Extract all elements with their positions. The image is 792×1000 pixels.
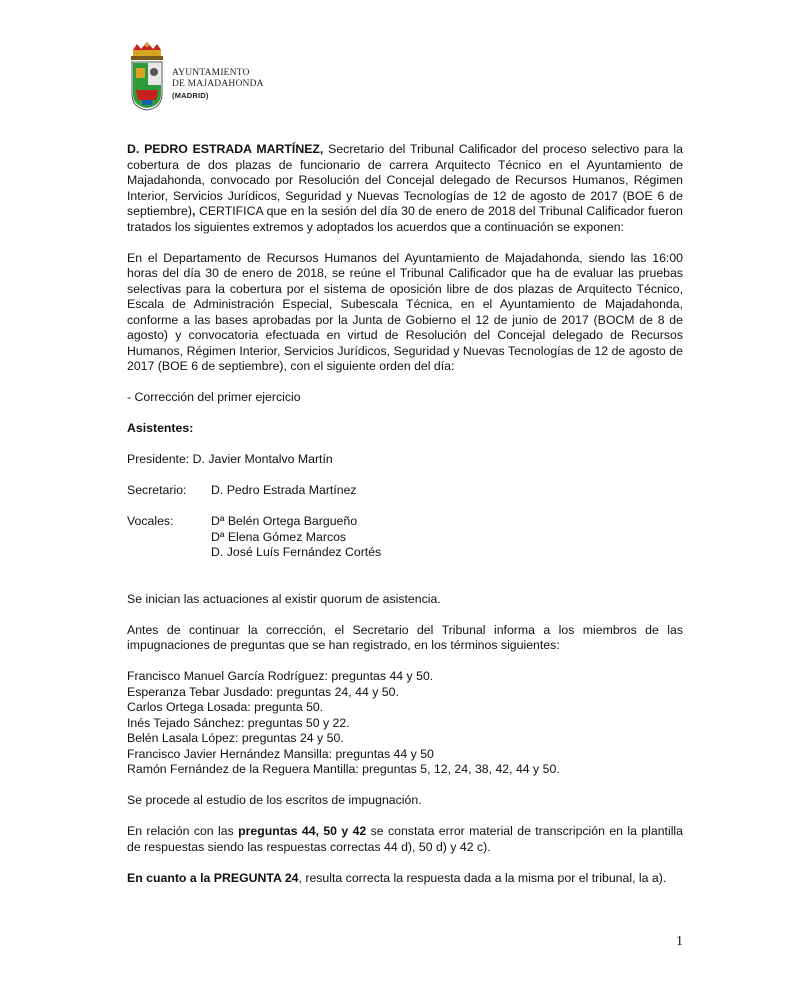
impugnaciones-list: [127, 669, 683, 778]
organization-name: [172, 68, 264, 101]
document-body: [127, 142, 683, 886]
study-paragraph: Se procede al estudio de los escritos de impugnación.: [127, 793, 422, 807]
secretary-name: D. PEDRO ESTRADA MARTÍNEZ,: [127, 142, 324, 156]
letterhead: [127, 42, 327, 114]
list-item: Francisco Javier Hernández Mansilla: preguntas 44 y 50: [127, 746, 434, 761]
vocal-item: D. José Luís Fernández Cortés: [211, 545, 382, 559]
department-paragraph: En el Departamento de Recursos Humanos del Ayuntamiento de Majadahonda, siendo las 16:00 horas del día 30 de enero de 2018, se reúne el Tribunal Calificador que ha de evaluar las pruebas selectivas para la cobertura por el sistema de oposición libre de dos plazas de Arquitecto Técnico, Escala de Administración Especial, Subescala Técnica, en el Ayuntamiento de Majadahonda, conforme a las bases aprobadas por la Junta de Gobierno el 12 de junio de 2017 (BOCM de 8 de agosto) y convocatoria efectuada en virtud de Resolución del Concejal delegado de Recursos Humanos, Régimen Interior, Servicios Jurídicos, Seguridad y Nuevas Tecnologías de 12 de agosto de 2017 (BOE 6 de septiembre), con el siguiente orden del día:: [127, 250, 683, 373]
relation-questions: preguntas 44, 50 y 42: [238, 824, 367, 838]
org-line-1: AYUNTAMIENTO: [172, 68, 250, 78]
list-item: Esperanza Tebar Jusdado: preguntas 24, 44 y 50.: [127, 684, 399, 699]
intro-comma: ,: [191, 204, 196, 218]
list-item: Inés Tejado Sánchez: preguntas 50 y 22.: [127, 715, 350, 730]
intro-paragraph: [127, 142, 683, 235]
secretary-value: D. Pedro Estrada Martínez: [211, 483, 357, 497]
list-item: Ramón Fernández de la Reguera Mantilla: preguntas 5, 12, 24, 38, 42, 44 y 50.: [127, 762, 560, 776]
secretary-row: [127, 483, 683, 499]
vocal-item: Dª Elena Gómez Marcos: [211, 529, 347, 544]
intro-text-b: CERTIFICA que en la sesión del día 30 de enero de 2018 del Tribunal Calificador fueron tratados los siguientes extremos y adoptados los acuerdos que a continuación se exponen:: [127, 204, 683, 234]
org-line-3: (MADRID): [172, 91, 209, 100]
list-item: Belén Lasala López: preguntas 24 y 50.: [127, 731, 344, 745]
coat-of-arms-logo: [127, 42, 167, 112]
relation-pre: En relación con las: [127, 824, 239, 838]
vocales-row: [127, 514, 683, 561]
vocal-item: Dª Belén Ortega Bargueño: [211, 514, 358, 528]
list-item: Carlos Ortega Losada: pregunta 50.: [127, 700, 324, 714]
quorum-paragraph: Se inician las actuaciones al existir quorum de asistencia.: [127, 591, 441, 606]
question-24-paragraph: [127, 871, 683, 887]
question-24-text: , resulta correcta la respuesta dada a la misma por el tribunal, la a).: [298, 870, 667, 885]
intro-text-a: Secretario del Tribunal Calificador del proceso selectivo para la cobertura de dos plazas de funcionario de carrera Arquitecto Técnico en el Ayuntamiento de Majadahonda, convocado por Resolución del Concejal delegado de Recursos Humanos, Régimen Interior, Servicios Jurídicos, Seguridad y Nuevas Tecnologías de 12 de agosto de 2017 (BOE 6 de septiembre): [127, 142, 683, 218]
relation-paragraph: [127, 824, 683, 855]
attendees-heading: Asistentes:: [127, 421, 194, 435]
org-line-2: DE MAJADAHONDA: [172, 79, 264, 89]
relation-post: se constata error material de transcripción en la plantilla de respuestas siendo las respuestas correctas 44 d), 50 d) y 42 c).: [127, 824, 683, 854]
impugnaciones-intro: Antes de continuar la corrección, el Secretario del Tribunal informa a los miembros de las impugnaciones de preguntas que se han registrado, en los términos siguientes:: [127, 622, 683, 652]
list-item: Francisco Manuel García Rodríguez: preguntas 44 y 50.: [127, 669, 434, 683]
question-24-heading: En cuanto a la PREGUNTA 24: [127, 870, 299, 885]
page-number: 1: [676, 934, 683, 949]
vocales-label: Vocales:: [127, 514, 174, 528]
agenda-item: - Corrección del primer ejercicio: [127, 390, 301, 404]
president-line: Presidente: D. Javier Montalvo Martín: [127, 452, 333, 466]
secretary-label: Secretario:: [127, 483, 187, 497]
